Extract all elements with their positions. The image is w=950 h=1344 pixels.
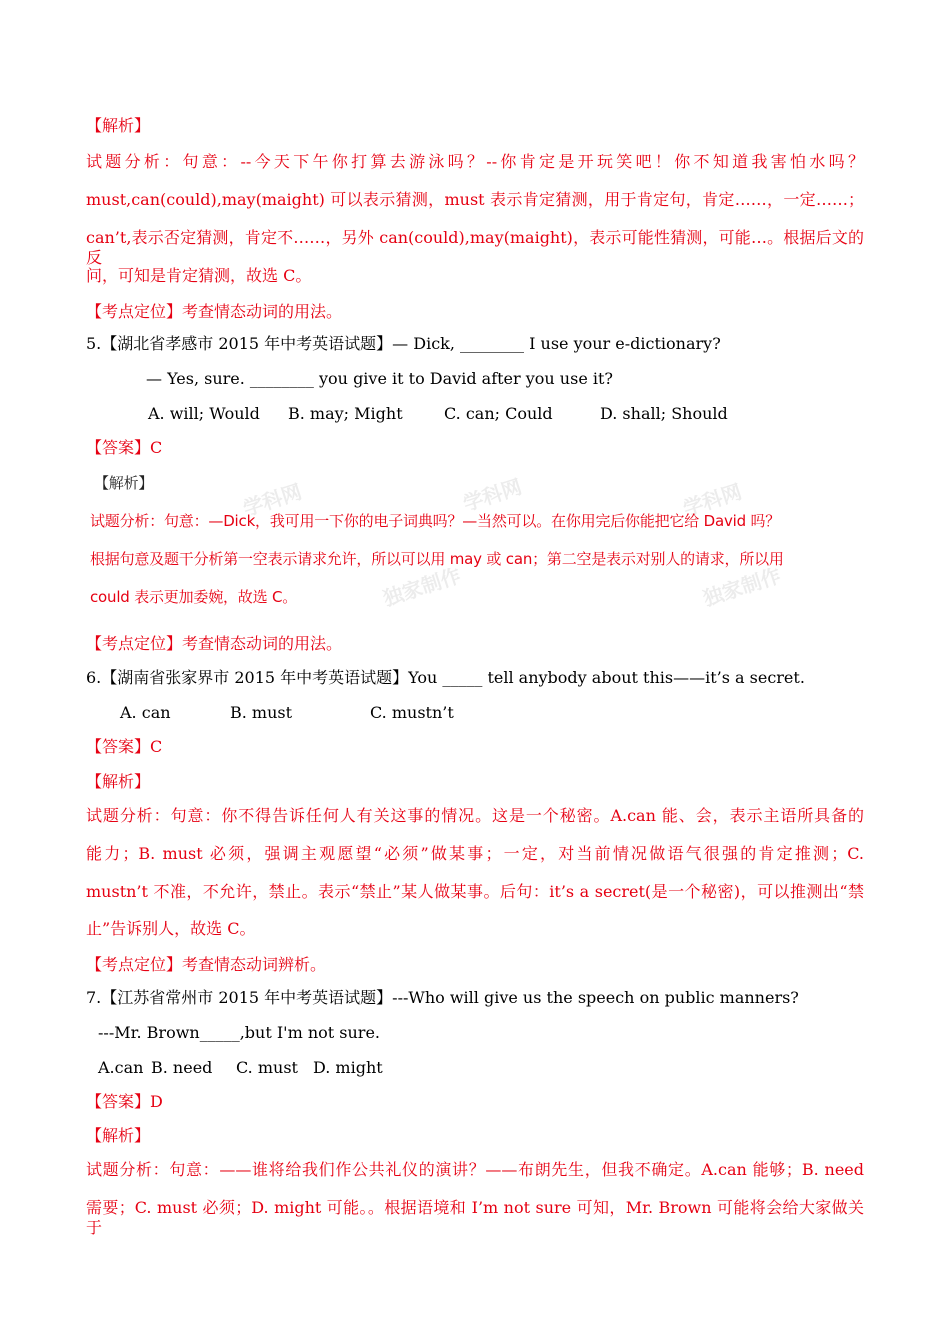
analysis-line: can’t,表示否定猜测，肯定不……，另外 can(could),may(maight)，表示可能性猜测，可能…。根据后文的反	[86, 228, 864, 267]
answer-label: 【答案】D	[86, 1092, 163, 1111]
analysis-line: 问，可知是肯定猜测，故选 C。	[86, 266, 312, 285]
svg-text:独家制作: 独家制作	[700, 563, 784, 611]
answer-label: 【答案】C	[86, 438, 163, 457]
question-stem: 6.【湖南省张家界市 2015 年中考英语试题】You _____ tell anybody about this——it’s a secret.	[86, 668, 805, 687]
key-point-label: 【考点定位】考查情态动词的用法。	[86, 634, 343, 653]
option-a: A. can	[120, 703, 171, 722]
analysis-line: could 表示更加委婉，故选 C。	[90, 588, 298, 606]
svg-text:学科网: 学科网	[240, 479, 305, 521]
option-d: D. shall; Should	[600, 404, 728, 423]
option-c: C. can; Could	[444, 404, 553, 423]
analysis-image	[86, 466, 870, 614]
question-stem: 5.【湖北省孝感市 2015 年中考英语试题】— Dick, ________ I use your e-dictionary?	[86, 334, 721, 353]
svg-text:独家制作: 独家制作	[380, 563, 464, 611]
key-point-label: 【考点定位】考查情态动词的用法。	[86, 302, 343, 321]
option-c: C. must	[236, 1058, 298, 1077]
section-label-analysis: 【解析】	[86, 1126, 151, 1145]
analysis-line: 根据句意及题干分析第一空表示请求允许，所以可以用 may 或 can；第二空是表示对别人的请求，所以用	[90, 550, 784, 568]
analysis-line: must,can(could),may(maight) 可以表示猜测，must 表示肯定猜测，用于肯定句，肯定……，一定……；	[86, 190, 864, 209]
key-point-label: 【考点定位】考查情态动词辨析。	[86, 955, 327, 974]
analysis-line: mustn’t 不准，不允许，禁止。表示“禁止”某人做某事。后句：it’s a secret(是一个秘密)，可以推测出“禁	[86, 882, 864, 901]
option-a: A.can	[98, 1058, 144, 1077]
analysis-line: 试题分析：句意：你不得告诉任何人有关这事的情况。这是一个秘密。A.can 能、会，表示主语所具备的	[86, 806, 864, 825]
option-d: D. might	[313, 1058, 383, 1077]
section-label-analysis: 【解析】	[86, 772, 151, 791]
option-b: B. may; Might	[288, 404, 403, 423]
section-label-analysis: 【解析】	[86, 116, 151, 135]
question-line: — Yes, sure. ________ you give it to David after you use it?	[146, 369, 613, 388]
section-label-analysis: 【解析】	[94, 474, 154, 492]
question-line: ---Mr. Brown_____,but I'm not sure.	[98, 1023, 380, 1042]
analysis-line: 试题分析：句意：—Dick，我可用一下你的电子词典吗？—当然可以。在你用完后你能把它给 David 吗？	[90, 512, 781, 530]
analysis-line: 试题分析：句意：——谁将给我们作公共礼仪的演讲？——布朗先生，但我不确定。A.can 能够；B. need	[86, 1160, 864, 1179]
option-b: B. need	[151, 1058, 213, 1077]
option-c: C. mustn’t	[370, 703, 454, 722]
analysis-line: 试题分析：句意：--今天下午你打算去游泳吗？--你肯定是开玩笑吧！你不知道我害怕水吗？	[86, 152, 864, 171]
svg-text:学科网: 学科网	[680, 479, 745, 521]
analysis-line: 止”告诉别人，故选 C。	[86, 919, 256, 938]
analysis-line: 需要；C. must 必须；D. might 可能。。根据语境和 I’m not sure 可知，Mr. Brown 可能将会给大家做关于	[86, 1198, 864, 1237]
option-a: A. will; Would	[148, 404, 260, 423]
svg-text:学科网: 学科网	[460, 474, 525, 516]
option-b: B. must	[230, 703, 293, 722]
question-stem: 7.【江苏省常州市 2015 年中考英语试题】---Who will give us the speech on public manners?	[86, 988, 799, 1007]
answer-label: 【答案】C	[86, 737, 163, 756]
analysis-line: 能力；B. must 必须，强调主观愿望“必须”做某事；一定，对当前情况做语气很强的肯定推测；C.	[86, 844, 864, 863]
